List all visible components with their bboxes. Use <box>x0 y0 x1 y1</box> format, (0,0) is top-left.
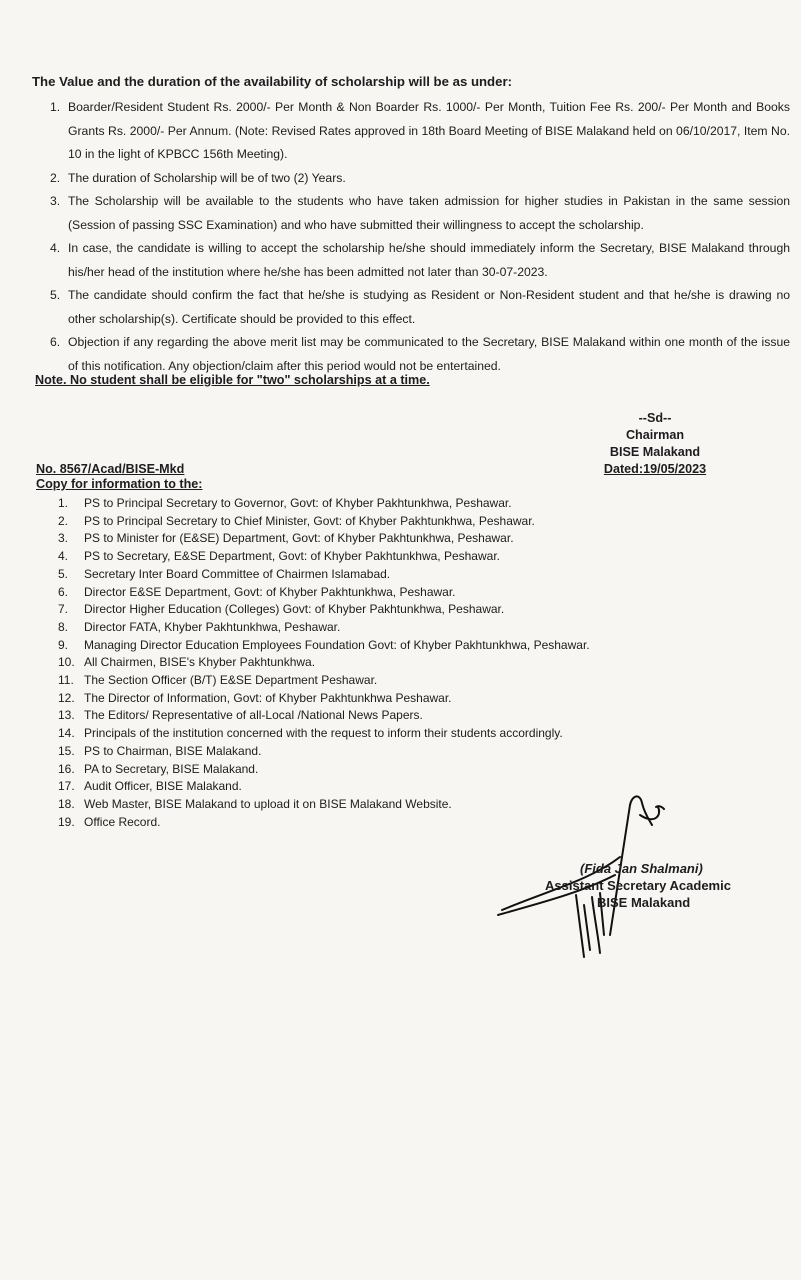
copy-item <box>58 707 698 725</box>
condition-item <box>50 96 790 167</box>
copy-text: The Section Officer (B/T) E&SE Department Peshawar. <box>84 673 378 688</box>
signatory-designation: Assistant Secretary Academic <box>545 878 731 893</box>
copy-number: 18. <box>58 796 75 811</box>
condition-number: 2. <box>50 170 61 185</box>
condition-item <box>50 167 790 191</box>
copy-text: PS to Chairman, BISE Malakand. <box>84 743 262 758</box>
copy-item <box>58 566 698 584</box>
condition-item <box>50 237 790 284</box>
condition-number: 6. <box>50 335 61 349</box>
condition-text: Objection if any regarding the above merit list may be communicated to the Secretary, BISE Malakand within one month of the issue of this notification. Any objection/claim after this period would not be entertained. <box>68 335 790 373</box>
condition-text: The duration of Scholarship will be of two (2) Years. <box>68 170 346 185</box>
copy-number: 16. <box>58 761 75 776</box>
copy-item <box>58 495 698 513</box>
condition-text: The candidate should confirm the fact that he/she is studying as Resident or Non-Resident student and that he/she is drawing no other scholarship(s). Certificate should be provided to this effect. <box>68 288 790 326</box>
copy-number: 11. <box>58 673 74 688</box>
copy-text: Director E&SE Department, Govt: of Khyber Pakhtunkhwa, Peshawar. <box>84 584 456 599</box>
copy-number: 7. <box>58 602 69 617</box>
copy-item <box>58 637 698 655</box>
copy-item <box>58 548 698 566</box>
copy-number: 9. <box>58 637 69 652</box>
copy-item <box>58 619 698 637</box>
copy-number: 2. <box>58 513 69 528</box>
copy-heading: Copy for information to the: <box>36 477 203 491</box>
chairman-org: BISE Malakand <box>609 445 701 459</box>
copy-text: Audit Officer, BISE Malakand. <box>84 779 242 794</box>
copy-text: Office Record. <box>84 814 161 829</box>
condition-number: 3. <box>50 194 61 208</box>
copy-text: PS to Principal Secretary to Governor, Govt: of Khyber Pakhtunkhwa, Peshawar. <box>84 496 512 510</box>
copy-text: PA to Secretary, BISE Malakand. <box>84 761 259 776</box>
copy-list <box>58 495 698 831</box>
copy-text: Secretary Inter Board Committee of Chairmen Islamabad. <box>84 566 391 581</box>
copy-number: 12. <box>58 690 75 705</box>
notification-date: Dated:19/05/2023 <box>603 462 707 476</box>
copy-text: PS to Minister for (E&SE) Department, Govt: of Khyber Pakhtunkhwa, Peshawar. <box>84 531 514 546</box>
copy-number: 4. <box>58 549 69 564</box>
copy-item <box>58 513 698 531</box>
sd-mark: --Sd-- <box>638 411 672 425</box>
copy-number: 13. <box>58 708 75 723</box>
signatory-name: (Fida Jan Shalmani) <box>580 861 703 876</box>
signatory-block <box>545 860 775 911</box>
conditions-list <box>50 96 790 378</box>
copy-item <box>58 584 698 602</box>
conditions-heading: The Value and the duration of the availability of scholarship will be as under: <box>32 74 512 89</box>
copy-item <box>58 672 698 690</box>
copy-item <box>58 530 698 548</box>
copy-item <box>58 743 698 761</box>
copy-text: PS to Principal Secretary to Chief Minister, Govt: of Khyber Pakhtunkhwa, Peshawar. <box>84 513 535 528</box>
condition-number: 4. <box>50 241 61 255</box>
chairman-title: Chairman <box>625 428 685 442</box>
condition-number: 5. <box>50 288 61 302</box>
condition-item <box>50 190 790 237</box>
copy-number: 8. <box>58 619 69 634</box>
copy-text: The Director of Information, Govt: of Khyber Pakhtunkhwa Peshawar. <box>84 690 452 705</box>
chairman-sign-block <box>590 410 720 478</box>
copy-number: 5. <box>58 566 69 581</box>
condition-number: 1. <box>50 100 61 114</box>
copy-text: PS to Secretary, E&SE Department, Govt: of Khyber Pakhtunkhwa, Peshawar. <box>84 549 500 564</box>
copy-number: 10. <box>58 655 75 670</box>
condition-text: In case, the candidate is willing to accept the scholarship he/she should immediately inform the Secretary, BISE Malakand through his/her head of the institution where he/she has been admitted not later than 30-07-2023. <box>68 241 790 279</box>
signatory-org: BISE Malakand <box>597 895 691 910</box>
copy-text: The Editors/ Representative of all-Local /National News Papers. <box>84 708 423 723</box>
copy-number: 19. <box>58 814 75 829</box>
copy-text: All Chairmen, BISE's Khyber Pakhtunkhwa. <box>84 655 316 670</box>
condition-item <box>50 284 790 331</box>
reference-number: No. 8567/Acad/BISE-Mkd <box>36 462 185 476</box>
copy-number: 3. <box>58 531 69 546</box>
copy-item <box>58 654 698 672</box>
copy-text: Principals of the institution concerned with the request to inform their students accordingly. <box>84 726 563 741</box>
copy-item <box>58 601 698 619</box>
copy-number: 17. <box>58 779 75 794</box>
condition-text: Boarder/Resident Student Rs. 2000/- Per Month & Non Boarder Rs. 1000/- Per Month, Tuition Fee Rs. 200/- Per Month and Books Grants Rs. 2000/- Per Annum. (Note: Revised Rates approved in 18th Board Meeting of BISE Malakand held on 06/10/2017, Item No. 10 in the light of KPBCC 156th Meeting). <box>68 100 790 161</box>
copy-number: 14. <box>58 726 75 741</box>
copy-text: Managing Director Education Employees Foundation Govt: of Khyber Pakhtunkhwa, Peshawar. <box>84 637 590 652</box>
copy-item <box>58 761 698 779</box>
copy-text: Director Higher Education (Colleges) Govt: of Khyber Pakhtunkhwa, Peshawar. <box>84 602 505 617</box>
copy-text: Director FATA, Khyber Pakhtunkhwa, Peshawar. <box>84 619 341 634</box>
condition-text: The Scholarship will be available to the students who have taken admission for higher studies in Pakistan in the same session (Session of passing SSC Examination) and who have submitted their willingness to accept the scholarship. <box>68 194 790 232</box>
copy-number: 6. <box>58 584 69 599</box>
copy-item <box>58 690 698 708</box>
condition-item <box>50 331 790 378</box>
copy-number: 1. <box>58 496 69 510</box>
eligibility-note: Note. No student shall be eligible for "two" scholarships at a time. <box>35 373 430 387</box>
copy-item <box>58 725 698 743</box>
copy-text: Web Master, BISE Malakand to upload it on BISE Malakand Website. <box>84 796 452 811</box>
copy-number: 15. <box>58 743 75 758</box>
